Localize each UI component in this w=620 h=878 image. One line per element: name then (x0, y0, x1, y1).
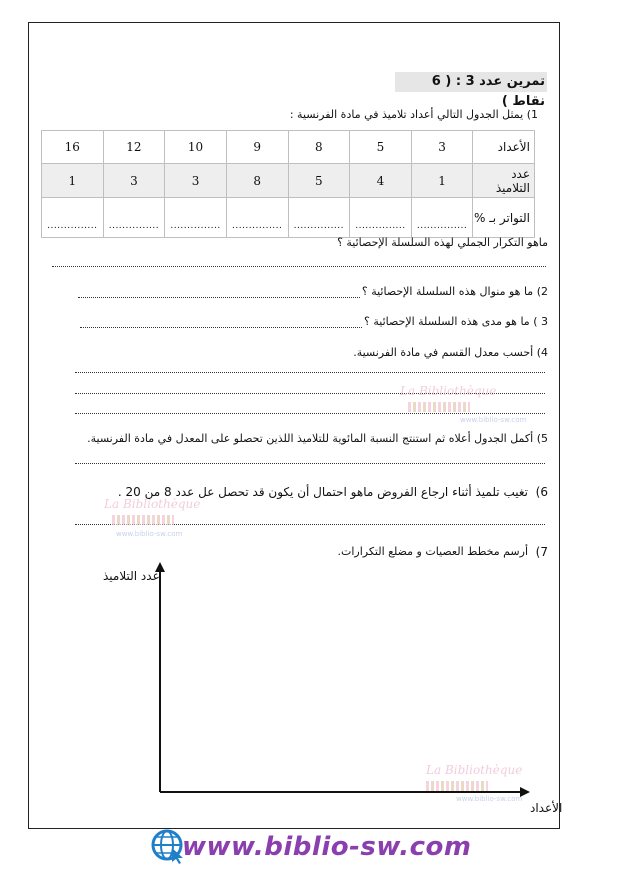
question-7-number: 7) (535, 545, 548, 559)
watermark-bars (408, 402, 470, 412)
watermark-site: www.biblio-sw.com (116, 530, 183, 538)
grade-cell: 8 (288, 131, 350, 164)
frequency-blank: ............... (42, 198, 104, 238)
students-cell: 3 (103, 164, 165, 198)
frequency-blank: ............... (350, 198, 412, 238)
watermark-site: www.biblio-sw.com (460, 416, 527, 424)
students-cell: 1 (411, 164, 473, 198)
question-6: تغيب تلميذ أثناء ارجاع الفروض ماهو احتمال أن يكون قد تحصل عل عدد 8 من 20 . (117, 485, 528, 499)
students-cell: 1 (42, 164, 104, 198)
question-3: 3 ) ما هو مدى هذه السلسلة الإحصائية ؟ (364, 315, 548, 328)
grade-cell: 10 (165, 131, 227, 164)
watermark-bars (426, 781, 488, 791)
question-5: 5) أكمل الجدول أعلاه ثم استنتج النسبة المائوية للتلاميذ اللذين تحصلو على المعدل في مادة الفرنسية. (87, 432, 548, 445)
frequency-blank: ............... (288, 198, 350, 238)
frequency-blank: ............... (103, 198, 165, 238)
students-cell: 8 (226, 164, 288, 198)
exercise-title: تمرين عدد 3 : ( 6 نقاط ) (395, 72, 547, 92)
question-4: 4) أحسب معدل القسم في مادة الفرنسية. (353, 346, 548, 359)
question-1b: ماهو التكرار الجملي لهذه السلسلة الإحصائية ؟ (337, 236, 548, 249)
grade-cell: 9 (226, 131, 288, 164)
students-cell: 5 (288, 164, 350, 198)
watermark-bars (112, 515, 174, 525)
grade-cell: 5 (350, 131, 412, 164)
question-2: 2) ما هو منوال هذه السلسلة الإحصائية ؟ (361, 285, 548, 298)
question-1-intro: 1) يمثل الجدول التالي أعداد تلاميذ في مادة الفرنسية : (289, 108, 538, 121)
grade-cell: 12 (103, 131, 165, 164)
watermark-brand: La Bibliothèque (104, 497, 201, 511)
grade-cell: 3 (411, 131, 473, 164)
watermark-brand: La Bibliothèque (400, 384, 497, 398)
frequency-blank: ............... (411, 198, 473, 238)
frequency-blank: ............... (165, 198, 227, 238)
footer-site-link[interactable]: www.biblio-sw.com (182, 832, 472, 862)
row-label-grades: الأعداد (473, 131, 535, 164)
question-7: أرسم مخطط العصيات و مضلع التكرارات. (337, 545, 528, 558)
watermark-brand: La Bibliothèque (426, 763, 523, 777)
question-6-number: 6) (535, 485, 548, 499)
x-axis-label: الأعداد (530, 801, 563, 815)
watermark-site: www.biblio-sw.com (456, 795, 523, 803)
frequency-blank: ............... (226, 198, 288, 238)
students-cell: 3 (165, 164, 227, 198)
globe-icon (150, 828, 186, 864)
row-label-frequency: التواتر بـ % (473, 198, 535, 238)
grade-cell: 16 (42, 131, 104, 164)
row-label-students: عدد التلاميذ (473, 164, 535, 198)
students-cell: 4 (350, 164, 412, 198)
y-axis-label: عدد التلاميذ (103, 569, 160, 583)
